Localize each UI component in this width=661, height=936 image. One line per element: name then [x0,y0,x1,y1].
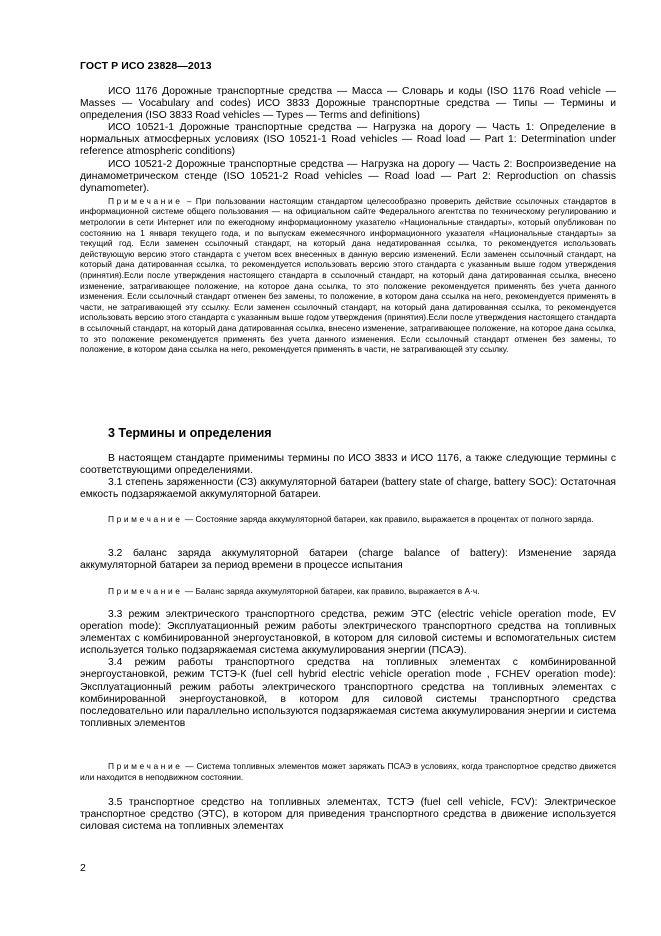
page-number: 2 [80,862,86,874]
note-label: Примечание [108,586,183,596]
note-3-1-block [80,514,616,525]
reference-item: ИСО 10521-1 Дорожные транспортные средства — Нагрузка на дорогу — Часть 1: Определение в нормальных атмосферных условиях (ISO 10521-1 Road vehicles — Road load — Part 1: Determination under reference atmospheric conditions) [80,122,616,158]
term-3-5: 3.5 транспортное средство на топливных элементах, ТСТЭ (fuel cell vehicle, FCV): Электрическое транспортное средство (ЭТС), в котором для приведения транспортного средства в движение используется силовая система на топливных элементах [80,797,616,833]
note-text: – При пользовании настоящим стандартом целесообразно проверить действие ссылочных стандартов в информационной системе общего пользования — на официальном сайте Федерального агентства по техническому регулированию и метрологии в сети Интернет или по ежегодному информационному указателю «Национальные стандарты», который опубликован по состоянию на 1 января текущего года, и по выпускам ежемесячного информационного указателя «Национальные стандарты» за текущий год. Если заменен ссылочный стандарт, на который дана недатированная ссылка, то рекомендуется использовать действующую версию этого стандарта с учетом всех внесенных в данную версию изменений. Если заменен ссылочный стандарт, на который дана датированная ссылка, то рекомендуется использовать версию этого стандарта с указанным выше годом утверждения (принятия).Если после утверждения настоящего стандарта в ссылочный стандарт, на который дана датированная ссылка, внесено изменение, затрагивающее положение, на которое дана ссылка, то это положение рекомендуется применять без учета данного изменения. Если ссылочный стандарт отменен без замены, то положение, в котором дана ссылка на него, рекомендуется применять в части, не затрагивающей эту ссылку. Если заменен ссылочный стандарт, на который дана датированная ссылка, то рекомендуется использовать версию этого стандарта с указанным выше годом утверждения (принятия).Если после утверждения настоящего стандарта в ссылочный стандарт, на который дана датированная ссылка, внесено изменение, затрагивающее положение, на которое дана ссылка, то это положение рекомендуется применять без учета данного изменения. Если ссылочный стандарт отменен без замены, то положение, в котором дана ссылка на него, рекомендуется применять в части, не затрагивающей эту ссылку. [80,195,616,355]
note-text: — Состояние заряда аккумуляторной батареи, как правило, выражается в процентах от полного заряда. [182,514,594,524]
references-note [80,196,616,355]
note-label: Примечание [108,761,183,771]
term-3-1: 3.1 степень заряженности (СЗ) аккумуляторной батареи (battery state of charge, battery SOC): Остаточная емкость подзаряжаемой аккумуляторной батареи. [80,477,616,501]
note-3-2 [80,586,616,597]
reference-item: ИСО 1176 Дорожные транспортные средства — Масса — Словарь и коды (ISO 1176 Road vehicle — Masses — Vocabulary and codes) ИСО 3833 Дорожные транспортные средства — Типы — Термины и определения (ISO 3833 Road vehicles — Types — Terms and definitions) [80,86,616,122]
terms-block-1 [80,453,616,501]
note-label: Примечание [108,514,183,524]
section-intro: В настоящем стандарте применимы термины по ИСО 3833 и ИСО 1176, а также следующие термины с соответствующими определениями. [80,453,616,477]
term-3-4: 3.4 режим работы транспортного средства на топливных элементах с комбинированной энергоустановкой, режим ТСТЭ-К (fuel cell hybrid electric vehicle operation mode , FCHEV operation mode): Эксплуатационный режим работы электрического транспортного средства на топливных элементах с комбинированной энергоустановкой, в котором для силовой системы транспортного средства последовательно или параллельно используются подзаряжаемая система аккумулирования энергии и система топливных элементов [80,657,616,729]
references-block [80,86,616,355]
note-3-4 [80,761,616,782]
note-3-4-block [80,761,616,782]
note-text: — Баланс заряда аккумуляторной батареи, как правило, выражается в А·ч. [182,586,480,596]
reference-item: ИСО 10521-2 Дорожные транспортные средства — Нагрузка на дорогу — Часть 2: Воспроизведение на динамометрическом стенде (ISO 10521-2 Road vehicles — Road load — Part 2: Reproduction on chassis dynamometer). [80,158,616,194]
term-3-5-block [80,797,616,833]
term-3-2: 3.2 баланс заряда аккумуляторной батареи (charge balance of battery): Изменение заряда аккумуляторной батареи за период времени в процессе испытания [80,548,616,572]
section-title: 3 Термины и определения [108,426,272,440]
note-label: Примечание [108,195,183,206]
note-3-1 [80,514,616,525]
note-text: — Система топливных элементов может заряжать ПСАЭ в условиях, когда транспортное средство движется или находится в неподвижном состоянии. [80,761,616,782]
terms-block-2 [80,609,616,730]
term-3-2-block [80,548,616,572]
note-3-2-block [80,586,616,597]
term-3-3: 3.3 режим электрического транспортного средства, режим ЭТС (electric vehicle operation mode, EV operation mode): Эксплуатационный режим работы электрического транспортного средства на топливных элементах с комбинированной энергоустановкой, в котором для силовой системы и вспомогательных систем используется только подзаряжаемая система аккумулирования энергии (ПСАЭ). [80,609,616,657]
document-header: ГОСТ Р ИСО 23828—2013 [80,60,212,72]
